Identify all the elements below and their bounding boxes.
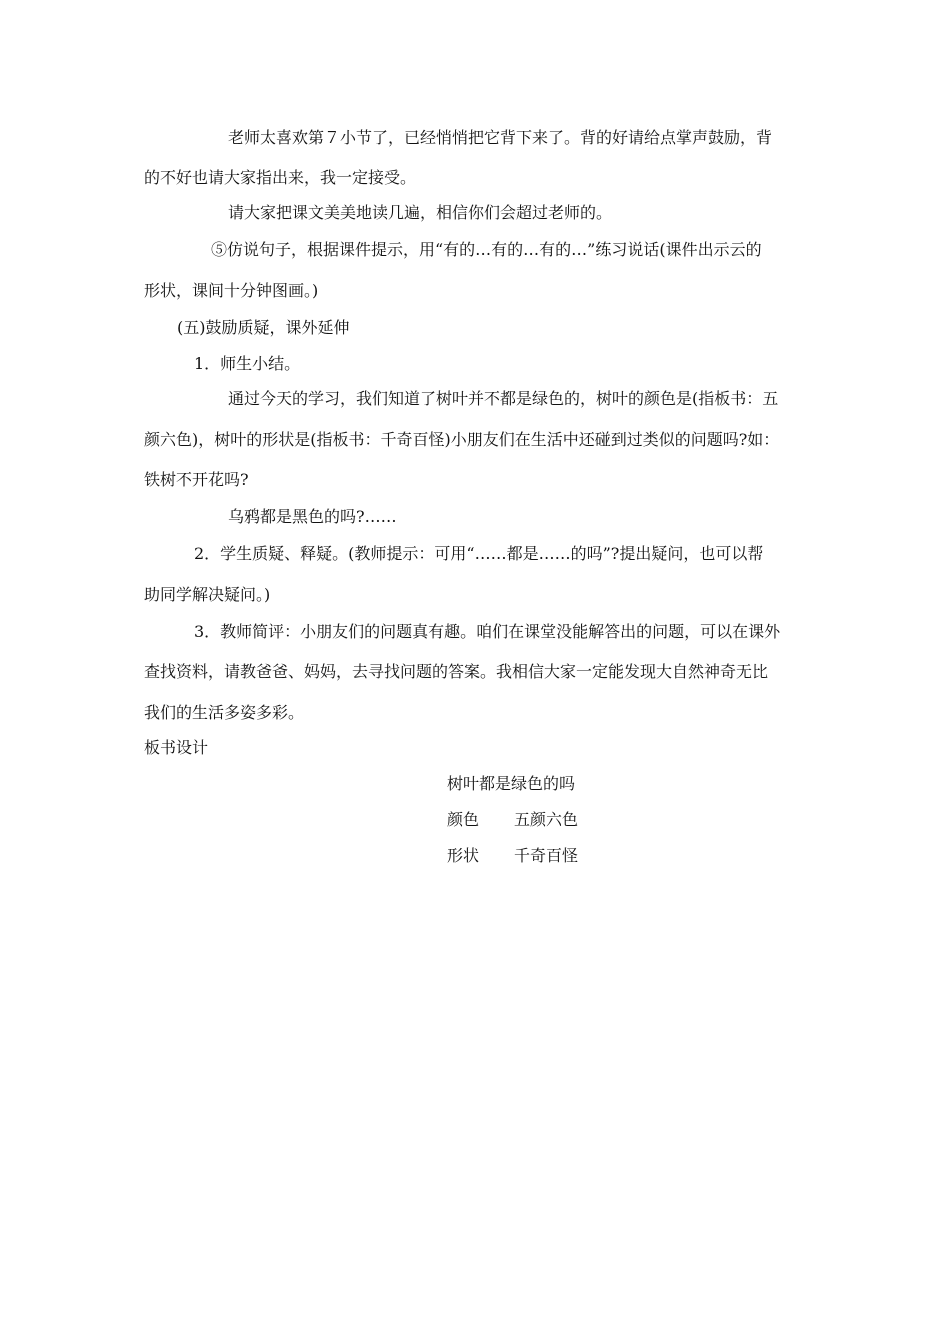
board-value: 千奇百怪 [514, 846, 579, 865]
board-row [447, 810, 578, 830]
paragraph-line: 乌鸦都是黑色的吗?…… [228, 507, 397, 526]
board-row [447, 846, 578, 866]
paragraph-line: 的不好也请大家指出来，我一定接受。 [144, 168, 417, 187]
paragraph-line: 颜六色)，树叶的形状是(指板书：千奇百怪)小朋友们在生活中还碰到过类似的问题吗?如： [144, 430, 780, 449]
paragraph-line: 铁树不开花吗? [144, 470, 249, 489]
section-heading: 板书设计 [144, 738, 209, 757]
paragraph-line: ⑤仿说句子，根据课件提示，用“有的…有的…有的…”练习说话(课件出示云的 [211, 240, 762, 259]
paragraph-line: 助同学解决疑问。) [144, 585, 271, 604]
board-value: 五颜六色 [514, 810, 579, 829]
paragraph-line: 老师太喜欢第７小节了，已经悄悄把它背下来了。背的好请给点掌声鼓励，背 [228, 128, 773, 147]
board-term: 颜色 [447, 810, 480, 829]
paragraph-line: 请大家把课文美美地读几遍，相信你们会超过老师的。 [228, 203, 613, 222]
paragraph-line: 形状，课间十分钟图画。) [144, 281, 319, 300]
numbered-item: 2．学生质疑、释疑。(教师提示：可用“……都是……的吗”?提出疑问，也可以帮 [194, 544, 764, 563]
numbered-item: 3．教师简评：小朋友们的问题真有趣。咱们在课堂没能解答出的问题，可以在课外 [194, 622, 781, 641]
paragraph-line: 我们的生活多姿多彩。 [144, 703, 305, 722]
paragraph-line: 通过今天的学习，我们知道了树叶并不都是绿色的，树叶的颜色是(指板书：五 [228, 389, 779, 408]
paragraph-line: 查找资料，请教爸爸、妈妈，去寻找问题的答案。我相信大家一定能发现大自然神奇无比 [144, 662, 769, 681]
section-heading: (五)鼓励质疑，课外延伸 [177, 318, 350, 337]
board-term: 形状 [447, 846, 480, 865]
numbered-item: 1．师生小结。 [194, 354, 301, 373]
board-title: 树叶都是绿色的吗 [447, 774, 576, 793]
